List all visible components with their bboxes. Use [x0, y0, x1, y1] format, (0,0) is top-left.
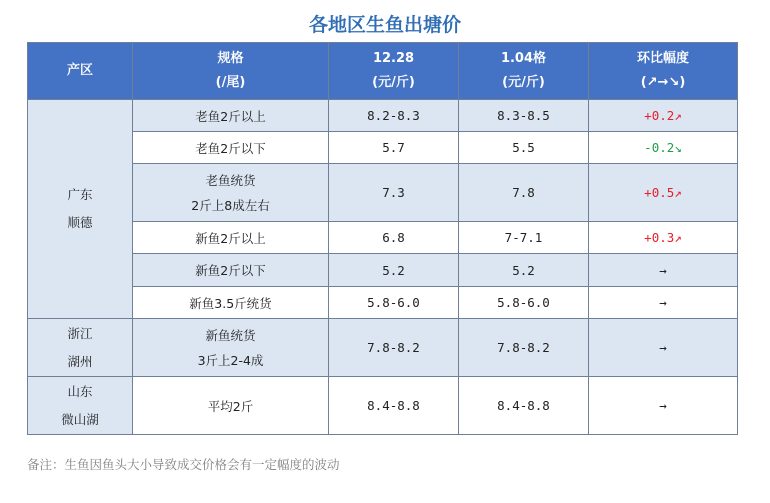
price-0104-cell: 5.2: [459, 254, 589, 287]
spec-cell: 老鱼2斤以上: [133, 100, 329, 132]
price-0104-cell: 7.8-8.2: [459, 319, 589, 377]
table-row: [28, 164, 738, 222]
price-1228-cell: 7.8-8.2: [329, 319, 459, 377]
spec-cell: 新鱼2斤以上: [133, 222, 329, 254]
table-row: [28, 132, 738, 164]
price-1228-cell: 5.7: [329, 132, 459, 164]
table-row: [28, 254, 738, 287]
price-1228-cell: 7.3: [329, 164, 459, 222]
change-cell: +0.3↗: [589, 222, 738, 254]
region-cell: 浙江 湖州: [28, 319, 133, 377]
table-row: [28, 319, 738, 377]
spec-cell: 新鱼统货 3斤上2-4成: [133, 319, 329, 377]
page-title: 各地区生鱼出塘价: [308, 14, 461, 36]
price-0104-cell: 8.3-8.5: [459, 100, 589, 132]
footnote: 备注：生鱼因鱼头大小导致成交价格会有一定幅度的波动: [27, 457, 340, 472]
change-cell: →: [589, 319, 738, 377]
price-0104-cell: 7-7.1: [459, 222, 589, 254]
table-row: [28, 377, 738, 435]
price-1228-cell: 5.8-6.0: [329, 287, 459, 319]
change-cell: +0.5↗: [589, 164, 738, 222]
price-1228-cell: 8.4-8.8: [329, 377, 459, 435]
price-0104-cell: 5.8-6.0: [459, 287, 589, 319]
header-date1: 12.28 (元/斤): [329, 43, 459, 100]
spec-cell: 老鱼2斤以下: [133, 132, 329, 164]
change-cell: →: [589, 254, 738, 287]
price-1228-cell: 5.2: [329, 254, 459, 287]
change-cell: →: [589, 377, 738, 435]
table-row: [28, 222, 738, 254]
change-cell: →: [589, 287, 738, 319]
table-row: [28, 100, 738, 132]
price-1228-cell: 8.2-8.3: [329, 100, 459, 132]
spec-cell: 平均2斤: [133, 377, 329, 435]
header-spec: 规格 (/尾): [133, 43, 329, 100]
change-cell: -0.2↘: [589, 132, 738, 164]
spec-cell: 新鱼2斤以下: [133, 254, 329, 287]
spec-cell: 老鱼统货 2斤上8成左右: [133, 164, 329, 222]
price-1228-cell: 6.8: [329, 222, 459, 254]
table-row: [28, 287, 738, 319]
price-0104-cell: 8.4-8.8: [459, 377, 589, 435]
header-region: 产区: [28, 43, 133, 100]
header-row: [28, 43, 738, 100]
spec-cell: 新鱼3.5斤统货: [133, 287, 329, 319]
header-date2: 1.04格 (元/斤): [459, 43, 589, 100]
change-cell: +0.2↗: [589, 100, 738, 132]
region-cell: 广东 顺德: [28, 100, 133, 319]
header-change: 环比幅度 (↗→↘): [589, 43, 738, 100]
region-cell: 山东 微山湖: [28, 377, 133, 435]
price-0104-cell: 7.8: [459, 164, 589, 222]
price-table: [27, 42, 738, 435]
price-0104-cell: 5.5: [459, 132, 589, 164]
